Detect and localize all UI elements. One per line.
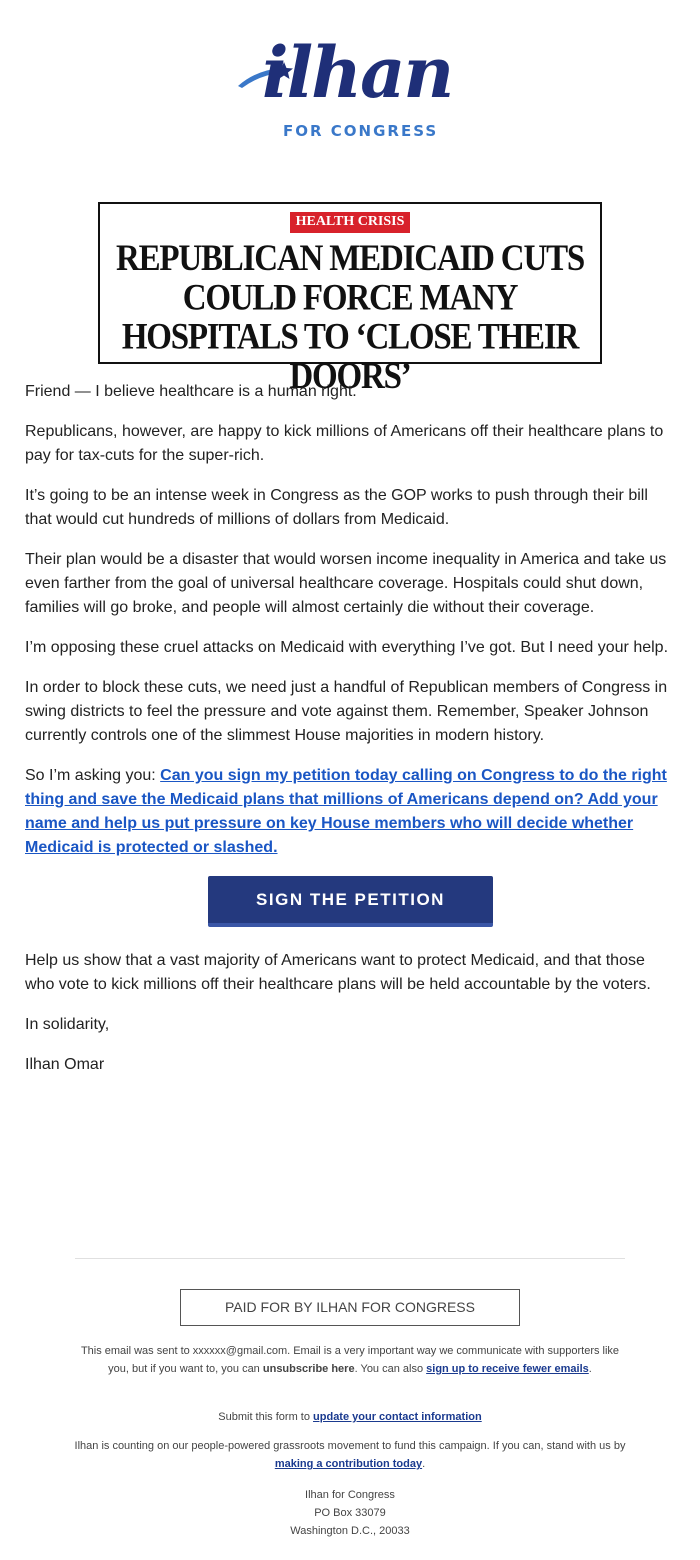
paragraph-ask [25, 764, 670, 860]
paragraph-show-majority: Help us show that a vast majority of Americans want to protect Medicaid, and that those who vote to kick millions off their healthcare plans will be held accountable by the voters. [25, 952, 651, 993]
headline-tag: HEALTH CRISIS [290, 212, 411, 233]
grassroots-text: Ilhan is counting on our people-powered grassroots movement to fund this campaign. If you can, stand with us by [74, 1440, 626, 1452]
contribution-link[interactable]: making a contribution today [274, 1458, 423, 1470]
grassroots-text-end: . [422, 1458, 426, 1470]
address-po-box: PO Box 33079 [314, 1507, 386, 1519]
sent-to-text: This email was sent to xxxxxx@gmail.com. Email is a very important way we communicate with supporters like you, but if you want to, you can [80, 1345, 620, 1375]
footer-divider [75, 1258, 625, 1259]
sent-to-text-2: . You can also [354, 1363, 427, 1375]
paragraph-opposing: I’m opposing these cruel attacks on Medicaid with everything I’ve got. But I need your help. [25, 639, 669, 656]
paragraph-intense-week: It’s going to be an intense week in Congress as the GOP works to push through their bill that would cut hundreds of millions of dollars from Medicaid. [25, 487, 648, 528]
update-contact-notice [70, 1408, 630, 1426]
ask-prefix: So I’m asking you: [25, 767, 161, 784]
paragraph-republicans: Republicans, however, are happy to kick millions of Americans off their healthcare plans to pay for tax-cuts for the super-rich. [25, 423, 664, 464]
update-contact-link[interactable]: update your contact information [313, 1411, 482, 1423]
logo-subtitle: FOR CONGRESS [283, 122, 439, 140]
mailing-address [70, 1486, 630, 1540]
sign-petition-button[interactable]: SIGN THE PETITION [208, 876, 493, 927]
headline-title: REPUBLICAN MEDICAID CUTS COULD FORCE MANY HOSPITALS TO ‘CLOSE THEIR DOORS’ [115, 238, 585, 397]
email-sent-notice [70, 1342, 630, 1378]
unsubscribe-link[interactable]: unsubscribe here [262, 1363, 355, 1375]
email-body [25, 380, 670, 1093]
paragraph-block-cuts: In order to block these cuts, we need just a handful of Republican members of Congress in swing districts to feel the pressure and vote against them. Remember, Speaker Johnson currently controls one of the slimmest House majorities in modern history. [25, 679, 668, 744]
logo-wordmark: ilhan [262, 31, 453, 114]
grassroots-notice [70, 1437, 630, 1473]
address-name: Ilhan for Congress [305, 1489, 395, 1501]
paid-for-disclaimer: PAID FOR BY ILHAN FOR CONGRESS [180, 1289, 520, 1326]
submit-form-text: Submit this form to [218, 1411, 314, 1423]
logo [0, 31, 700, 144]
address-city: Washington D.C., 20033 [290, 1525, 410, 1537]
petition-link[interactable]: Can you sign my petition today calling on Congress to do the right thing and save the Medicaid plans that millions of Americans depend on? Add your name and help us put pressure on key House members who will decide whether Medicaid is protected or slashed. [25, 767, 667, 856]
closing: In solidarity, [25, 1016, 110, 1033]
paragraph-disaster: Their plan would be a disaster that would worsen income inequality in America and take us even farther from the goal of universal healthcare coverage. Hospitals could shut down, families will go broke, and people will almost certainly die without their coverage. [25, 551, 667, 616]
fewer-emails-link[interactable]: sign up to receive fewer emails [426, 1363, 589, 1375]
signature: Ilhan Omar [25, 1056, 105, 1073]
sent-to-text-3: . [588, 1363, 592, 1375]
paragraph-greeting: Friend — I believe healthcare is a human right. [25, 383, 357, 400]
